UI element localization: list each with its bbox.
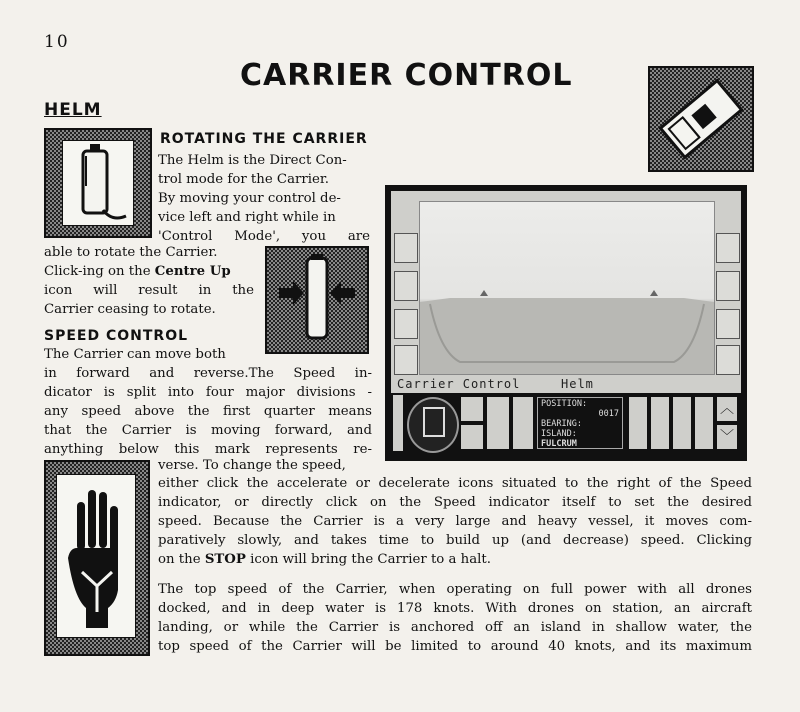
notes-icon[interactable] (716, 345, 740, 375)
position-value: 0017 (598, 409, 619, 419)
speed-line-1: The Carrier can move both (44, 347, 226, 362)
page-number: 10 (44, 32, 70, 52)
rotating-line-1: The Helm is the Direct Con- (158, 153, 347, 168)
speed-line-2: in forward and reverse.The Speed in- (44, 366, 372, 381)
stop-button[interactable] (487, 397, 509, 449)
rotating-line-6: able to rotate the Carrier. (44, 245, 218, 260)
rotating-line-7-text: Click-ing on the (44, 264, 155, 279)
carrier-icon (650, 68, 752, 170)
horizon-view (420, 202, 714, 374)
fuel-gauge (651, 397, 669, 449)
speed-heading: SPEED CONTROL (44, 328, 189, 344)
speed-line-12-pre: on the (158, 552, 205, 567)
rotating-line-3: By moving your control de- (158, 191, 341, 206)
helm-icon-box (44, 128, 152, 238)
topspeed-line-4: top speed of the Carrier will be limited to around 40 knots, and its maximum (158, 639, 752, 654)
sea-viewport (419, 201, 715, 375)
damage-gauge (673, 397, 691, 449)
compass-dial[interactable] (407, 397, 459, 453)
speed-line-9: indicator, or directly click on the Speed indicator itself to set the desired (158, 495, 752, 510)
info-display (537, 397, 623, 449)
hand-icon (46, 462, 148, 654)
speed-line-7: verse. To change the speed, (158, 458, 346, 473)
centre-up-button[interactable] (461, 397, 483, 421)
island-value: FULCRUM (541, 439, 577, 449)
speed-line-4: any speed above the first quarter means (44, 404, 372, 419)
speed-line-10: speed. Because the Carrier is a very large and heavy vessel, it moves com- (158, 514, 752, 529)
stop-icon-box (44, 460, 150, 656)
topspeed-line-1: The top speed of the Carrier, when operating on full power with all drones (158, 582, 752, 597)
speed-gauge (695, 397, 713, 449)
rotating-line-4: vice left and right while in (158, 210, 336, 225)
save-disk-icon[interactable] (394, 345, 418, 375)
rotating-line-7 (44, 262, 231, 281)
page-title: CARRIER CONTROL (240, 58, 573, 93)
depth-gauge (629, 397, 647, 449)
target-button[interactable] (461, 425, 483, 449)
rotating-line-8: icon will result in the (44, 283, 254, 298)
bearing-label: BEARING: (541, 419, 582, 429)
position-label: POSITION: (541, 399, 588, 409)
helm-icon (46, 130, 150, 236)
helm-mode-label: Helm (561, 377, 594, 391)
centre-up-term: Centre Up (154, 264, 231, 279)
control-panel (391, 393, 741, 455)
rotating-line-9: Carrier ceasing to rotate. (44, 302, 216, 317)
island-label: ISLAND: (541, 429, 577, 439)
right-icon-1[interactable] (716, 233, 740, 263)
left-icon-1[interactable] (394, 233, 418, 263)
mode-label: Carrier Control (397, 377, 521, 391)
stop-term: STOP (204, 552, 246, 567)
speed-line-5: that the Carrier is moving forward, and (44, 423, 372, 438)
game-screenshot (385, 185, 747, 461)
rotating-heading: ROTATING THE CARRIER (160, 131, 368, 147)
left-icon-2[interactable] (394, 271, 418, 301)
grid-icon[interactable] (716, 309, 740, 339)
right-icon-2[interactable] (716, 271, 740, 301)
carrier-icon-box (648, 66, 754, 172)
speed-line-12-post: icon will bring the Carrier to a halt. (245, 552, 491, 567)
speed-line-8: either click the accelerate or decelerate icons situated to the right of the Speed (158, 476, 752, 491)
speed-line-3: dicator is split into four major divisions - (44, 385, 372, 400)
rotating-line-5: 'Control Mode', you are (158, 229, 370, 244)
speed-line-12 (158, 550, 491, 569)
speed-indicator[interactable] (513, 397, 533, 449)
helm-heading: HELM (44, 100, 102, 120)
accelerate-button[interactable]: ︿ (717, 397, 737, 421)
topspeed-line-2: docked, and in deep water is 178 knots. With drones on station, an aircraft (158, 601, 752, 616)
speed-line-6: anything below this mark represents re- (44, 442, 372, 457)
centre-up-icon (267, 248, 367, 352)
left-icon-3[interactable] (394, 309, 418, 339)
rotating-line-2: trol mode for the Carrier. (158, 172, 329, 187)
speed-line-11: paratively slowly, and takes time to build up (and decrease) speed. Clicking (158, 533, 752, 548)
pause-button[interactable] (393, 395, 403, 451)
screenshot-frame (391, 191, 741, 455)
decelerate-button[interactable]: ﹀ (717, 425, 737, 449)
centre-up-icon-box (265, 246, 369, 354)
topspeed-line-3: landing, or while the Carrier is anchored off an island in shallow water, the (158, 620, 752, 635)
